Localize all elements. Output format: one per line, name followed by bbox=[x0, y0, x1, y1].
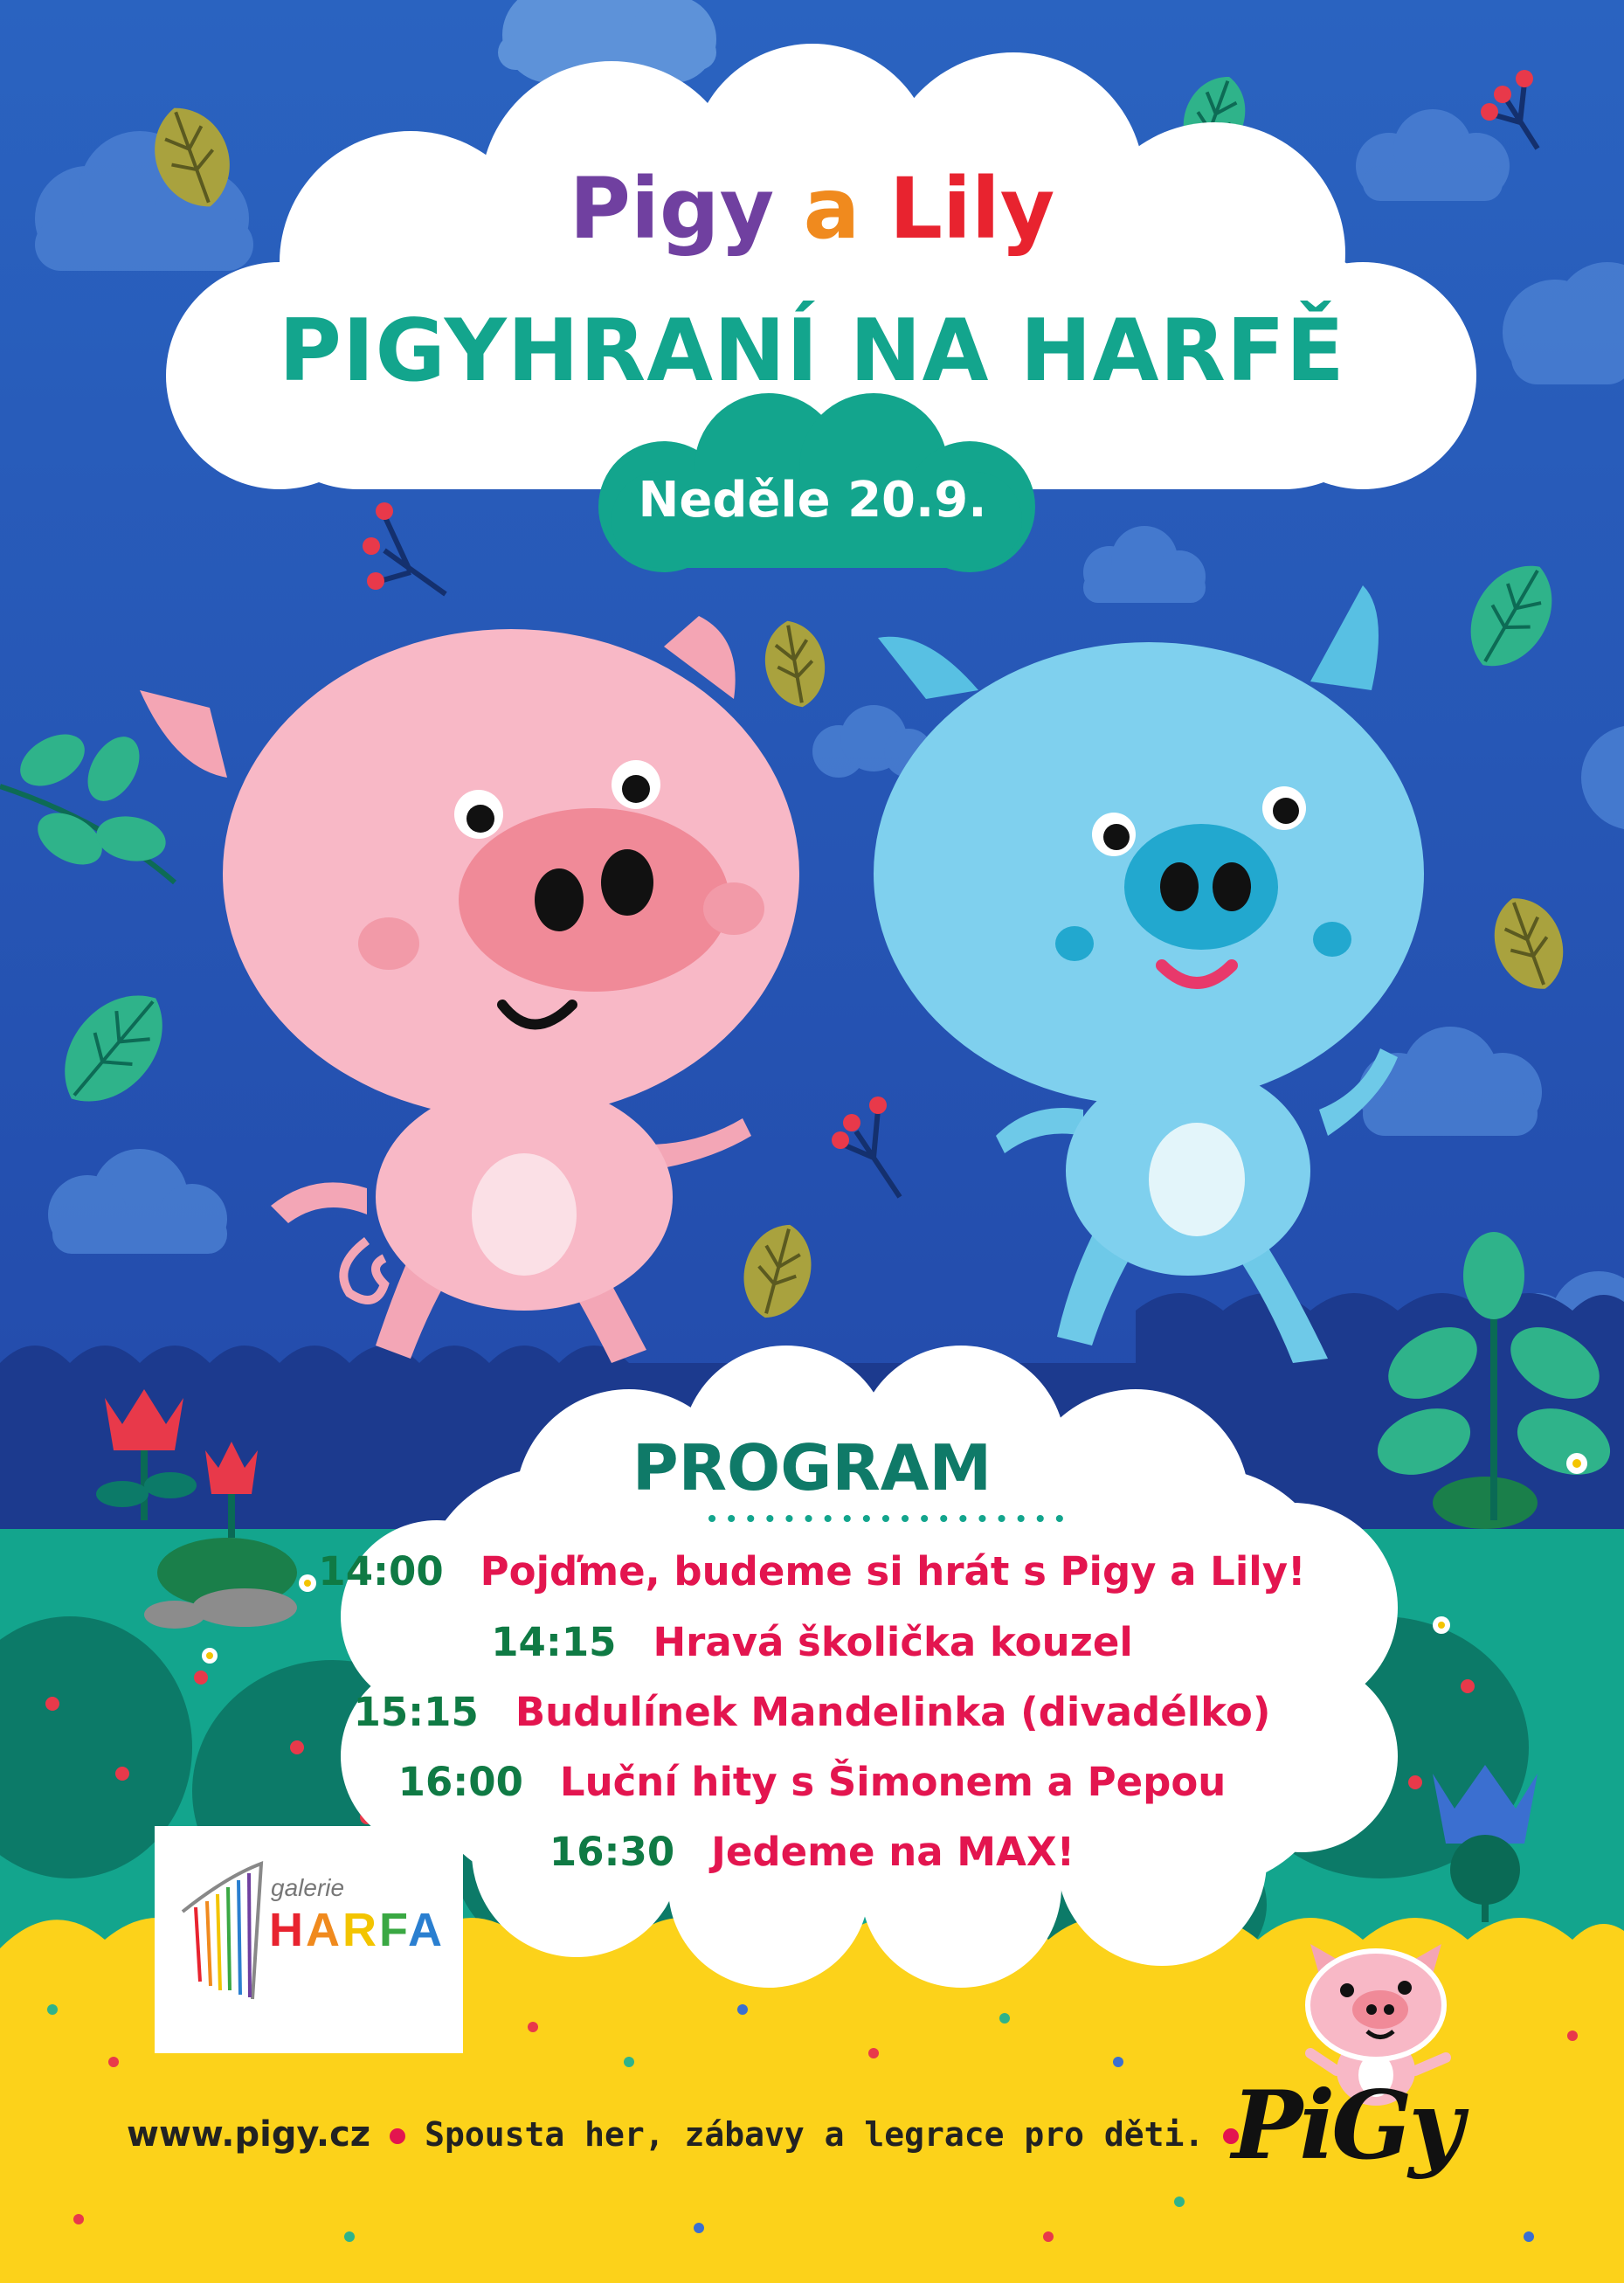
footer-bullet bbox=[390, 2128, 405, 2144]
program-title: Luční hity s Šimonem a Pepou bbox=[559, 1759, 1227, 1805]
galerie-label: galerie bbox=[271, 1874, 345, 1901]
pigy-brand-logo: PiGy bbox=[1232, 2071, 1461, 2181]
footer bbox=[127, 2114, 1258, 2155]
program-title: Budulínek Mandelinka (divadélko) bbox=[515, 1689, 1271, 1735]
program-item bbox=[0, 1689, 1624, 1735]
title-part-lily: Lily bbox=[888, 160, 1055, 258]
footer-tagline: Spousta her, zábavy a legrace pro děti. bbox=[425, 2115, 1205, 2154]
harfa-letter: A bbox=[306, 1904, 342, 1956]
main-title bbox=[0, 160, 1624, 258]
program-item bbox=[0, 1759, 1624, 1805]
program-item bbox=[0, 1548, 1624, 1595]
program-time: 16:30 bbox=[549, 1829, 675, 1875]
event-subtitle: PIGYHRANÍ NA HARFĚ bbox=[279, 301, 1345, 401]
title-part-a: a bbox=[774, 160, 889, 258]
harfa-wordmark bbox=[269, 1903, 445, 1957]
program-time: 14:00 bbox=[318, 1548, 444, 1595]
harfa-letter: H bbox=[269, 1904, 306, 1956]
program-title: Pojďme, budeme si hrát s Pigy a Lily! bbox=[480, 1548, 1306, 1595]
title-part-pigy: Pigy bbox=[569, 160, 775, 258]
program-heading: PROGRAM bbox=[632, 1431, 992, 1505]
harp-icon bbox=[165, 1859, 270, 2008]
program-dotted-underline bbox=[708, 1514, 1075, 1523]
program-time: 14:15 bbox=[491, 1619, 617, 1665]
program-item bbox=[0, 1619, 1624, 1665]
program-title: Hravá školička kouzel bbox=[653, 1619, 1133, 1665]
harfa-letter: A bbox=[408, 1904, 446, 1956]
program-title: Jedeme na MAX! bbox=[711, 1829, 1075, 1875]
program-time: 15:15 bbox=[353, 1689, 479, 1735]
program-time: 16:00 bbox=[397, 1759, 523, 1805]
event-date: Neděle 20.9. bbox=[638, 472, 987, 529]
harfa-letter: F bbox=[379, 1904, 409, 1956]
website-link[interactable]: www.pigy.cz bbox=[127, 2114, 371, 2155]
harfa-letter: R bbox=[342, 1904, 379, 1956]
